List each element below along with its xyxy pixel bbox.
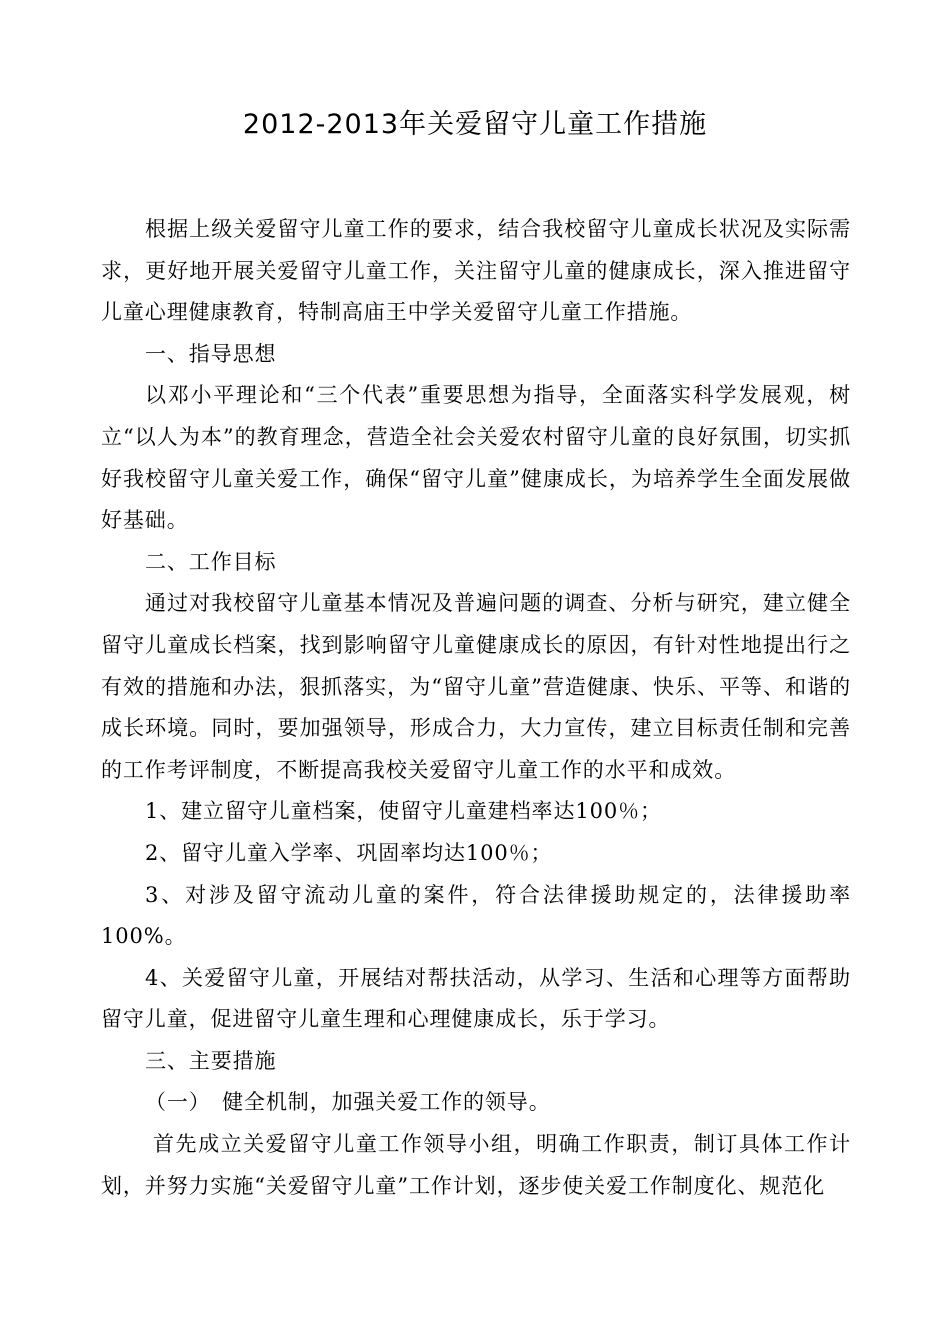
goal-item-1: 1、建立留守儿童档案，使留守儿童建档率达100％； bbox=[145, 799, 662, 824]
section-heading-work-goals: 二、工作目标 bbox=[145, 549, 277, 574]
subsection-heading-1: （一） 健全机制，加强关爱工作的领导。 bbox=[145, 1090, 551, 1115]
document-title: 2012-2013年关爱留守儿童工作措施 bbox=[242, 109, 708, 140]
section-heading-guiding-ideology: 一、指导思想 bbox=[145, 341, 277, 366]
goal-item-2: 2、留守儿童入学率、巩固率均达100％； bbox=[145, 840, 553, 865]
goal-item-4: 4、关爱留守儿童，开展结对帮扶活动，从学习、生活和心理等方面帮助留守儿童，促进留守儿童生理和心理健康成长，乐于学习。 bbox=[101, 965, 851, 1032]
intro-paragraph: 根据上级关爱留守儿童工作的要求，结合我校留守儿童成长状况及实际需求，更好地开展关爱留守儿童工作，关注留守儿童的健康成长，深入推进留守儿童心理健康教育，特制高庙王中学关爱留守儿童工作措施。 bbox=[101, 217, 851, 325]
work-goals-paragraph: 通过对我校留守儿童基本情况及普遍问题的调查、分析与研究，建立健全留守儿童成长档案，找到影响留守儿童健康成长的原因，有针对性地提出行之有效的措施和办法，狠抓落实，为“留守儿童”营造健康、快乐、平等、和谐的成长环境。同时，要加强领导，形成合力，大力宣传，建立目标责任制和完善的工作考评制度，不断提高我校关爱留守儿童工作的水平和成效。 bbox=[101, 591, 851, 782]
document-body bbox=[101, 209, 851, 1207]
section-heading-main-measures: 三、主要措施 bbox=[145, 1048, 277, 1073]
guiding-ideology-paragraph: 以邓小平理论和“三个代表”重要思想为指导，全面落实科学发展观，树立“以人为本”的教育理念，营造全社会关爱农村留守儿童的良好氛围，切实抓好我校留守儿童关爱工作，确保“留守儿童”健康成长，为培养学生全面发展做好基础。 bbox=[101, 383, 851, 533]
measures-paragraph: 首先成立关爱留守儿童工作领导小组，明确工作职责，制订具体工作计划，并努力实施“关爱留守儿童”工作计划，逐步使关爱工作制度化、规范化 bbox=[101, 1132, 851, 1198]
goal-item-3: 3、对涉及留守流动儿童的案件，符合法律援助规定的，法律援助率100%。 bbox=[101, 882, 851, 949]
